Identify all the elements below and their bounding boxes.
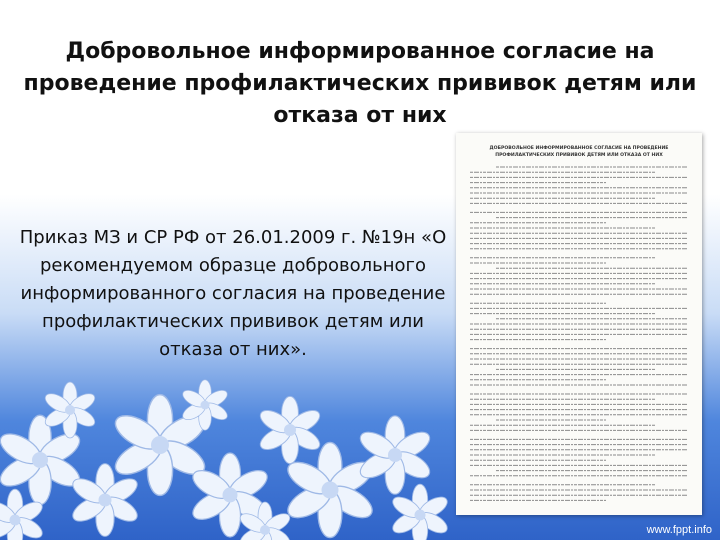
- form-heading-line-1: ДОБРОВОЛЬНОЕ ИНФОРМИРОВАННОЕ СОГЛАСИЕ НА ПРОВЕДЕНИЕ: [489, 146, 669, 151]
- slide-title: Добровольное информированное согласие на проведение профилактических прививок детям или отказа от них: [23, 39, 697, 128]
- consent-form-image: [456, 133, 702, 515]
- form-text-lines: [470, 167, 688, 500]
- order-reference-text: Приказ МЗ и СР РФ от 26.01.2009 г. №19н «О рекомендуемом образце добровольного информированного согласия на проведение профилактических прививок детям или отказа от них».: [19, 227, 447, 360]
- form-heading-line-2: ПРОФИЛАКТИЧЕСКИХ ПРИВИВОК ДЕТЯМ ИЛИ ОТКАЗА ОТ НИХ: [495, 153, 663, 158]
- watermark: www.fppt.info: [646, 524, 712, 536]
